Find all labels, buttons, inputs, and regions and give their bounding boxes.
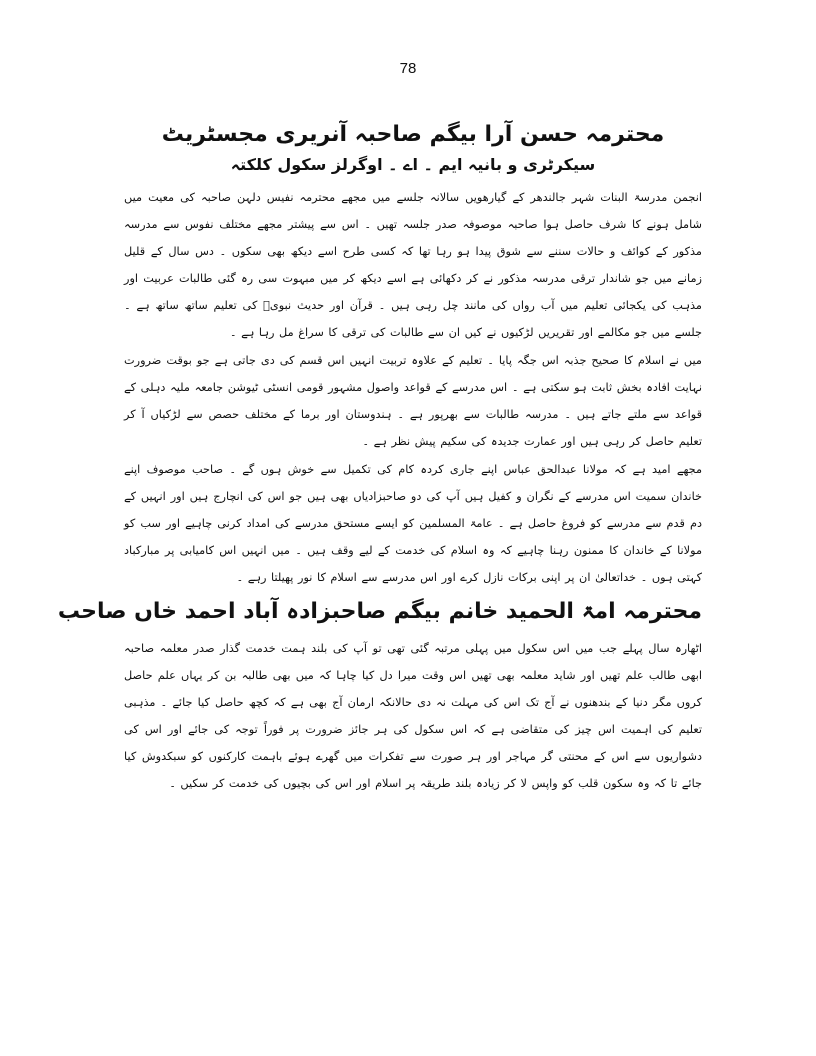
section2-paragraph-1: اٹھارہ سال پہلے جب میں اس سکول میں پہلی مرتبہ گئی تھی تو آپ کی بلند ہمت خدمت گذار صدر معلمہ صاحبہ ابھی طالب علم تھیں اور شاید معلمہ بھی تھیں اس وقت میرا دل کیا چاہا کہ میں بھی طالبہ بن کر یہاں علم حاصل کروں مگر دنیا کے بندھنوں نے آج تک اس کی مہلت نہ دی حالانکہ ارمان آج بھی ہے کہ کچھ حاصل کیا جائے ۔ مذہبی تعلیم کی اہمیت اس چیز کی متقاضی ہے کہ اس سکول کی ہر جائز ضرورت پر فوراً توجہ کی جائے اور اس کی دشواریوں سے اس کے محنتی گر مہاجر اور ہر صورت سے تفکرات میں گھرے ہوئے باہمت کارکنوں کو سبکدوش کیا جائے تا کہ وہ سکون قلب کو واپس لا کر زیادہ بلند طریقہ پر اسلام اور اس کی بچیوں کی خدمت کر سکیں ۔ — [124, 642, 702, 790]
page-number: 78 — [399, 60, 417, 77]
section1-paragraph-2: میں نے اسلام کا صحیح جذبہ اس جگہ پایا ۔ تعلیم کے علاوہ تربیت انہیں اس قسم کی دی جاتی ہے جو بوقت ضرورت نہایت افادہ بخش ثابت ہو سکتی ہے ۔ اس مدرسے کے قواعد واصول مشہور قومی انسٹی ٹیوشن جامعہ ملیہ دہلی کے قواعد سے ملتے جاتے ہیں ۔ مدرسہ طالبات سے بھرپور ہے ۔ ہندوستان اور برما کے مختلف حصص سے لڑکیاں آ کر تعلیم حاصل کر رہی ہیں اور عمارت جدیدہ کی سکیم پیش نظر ہے ۔ — [124, 354, 702, 448]
section1-paragraph-3: مجھے امید ہے کہ مولانا عبدالحق عباس اپنے جاری کردہ کام کی تکمیل سے خوش ہوں گے ۔ صاحب موصوف اپنے خاندان سمیت اس مدرسے کے نگران و کفیل ہیں آپ کی دو صاحبزادیاں بھی ہیں جو اس کی انچارج ہیں اور انہیں کے دم قدم سے مدرسے کو فروغ حاصل ہے ۔ عامۃ المسلمین کو ایسے مستحق مدرسے کی امداد کرنی چاہیے اور سب کو مولانا کے خاندان کا ممنون رہنا چاہیے کہ وہ اسلام کی خدمت کے لیے وقف ہیں ۔ میں انہیں اس کامیابی پر مبارکباد کہتی ہوں ۔ خداتعالیٰ ان پر اپنی برکات نازل کرے اور اس مدرسے سے اسلام کا نور پھیلتا رہے ۔ — [124, 463, 702, 584]
section1-subtitle: سیکرٹری و بانیہ ایم ۔ اے ۔ اوگرلز سکول کلکتہ — [230, 155, 596, 174]
section1-title: محترمہ حسن آرا بیگم صاحبہ آنریری مجسٹریٹ — [161, 122, 665, 147]
page-content — [57, 118, 702, 797]
section2-title: محترمہ امۃ الحمید خانم بیگم صاحبزادہ آباد احمد خاں صاحب — [57, 599, 702, 624]
section1-paragraph-1: انجمن مدرسۃ البنات شہر جالندھر کے گیارھویں سالانہ جلسے میں مجھے محترمہ نفیس دلہن صاحبہ کی معیت میں شامل ہونے کا شرف حاصل ہوا صاحبہ موصوفہ صدر جلسہ تھیں ۔ اس سے پیشتر مجھے مختلف نفوس سے مدرسہ مذکور کے کوائف و حالات سننے سے شوق پیدا ہو رہا تھا کہ کسی طرح اسے دیکھ بھی سکوں ۔ دس سال کے قلیل زمانے میں جو شاندار ترقی مدرسہ مذکور نے کر دکھائی ہے اسے دیکھ کر میں مبہوت سی رہ گئی طالبات عربیت اور مذہب کی یکجائی تعلیم میں آب رواں کی مانند چل رہی ہیں ۔ قرآن اور حدیث نبویؐ کی تعلیم ساتھ ساتھ ہے ۔ جلسے میں جو مکالمے اور تقریریں لڑکیوں نے کیں ان سے طالبات کی ترقی کا سراغ مل رہا ہے ۔ — [124, 191, 702, 339]
